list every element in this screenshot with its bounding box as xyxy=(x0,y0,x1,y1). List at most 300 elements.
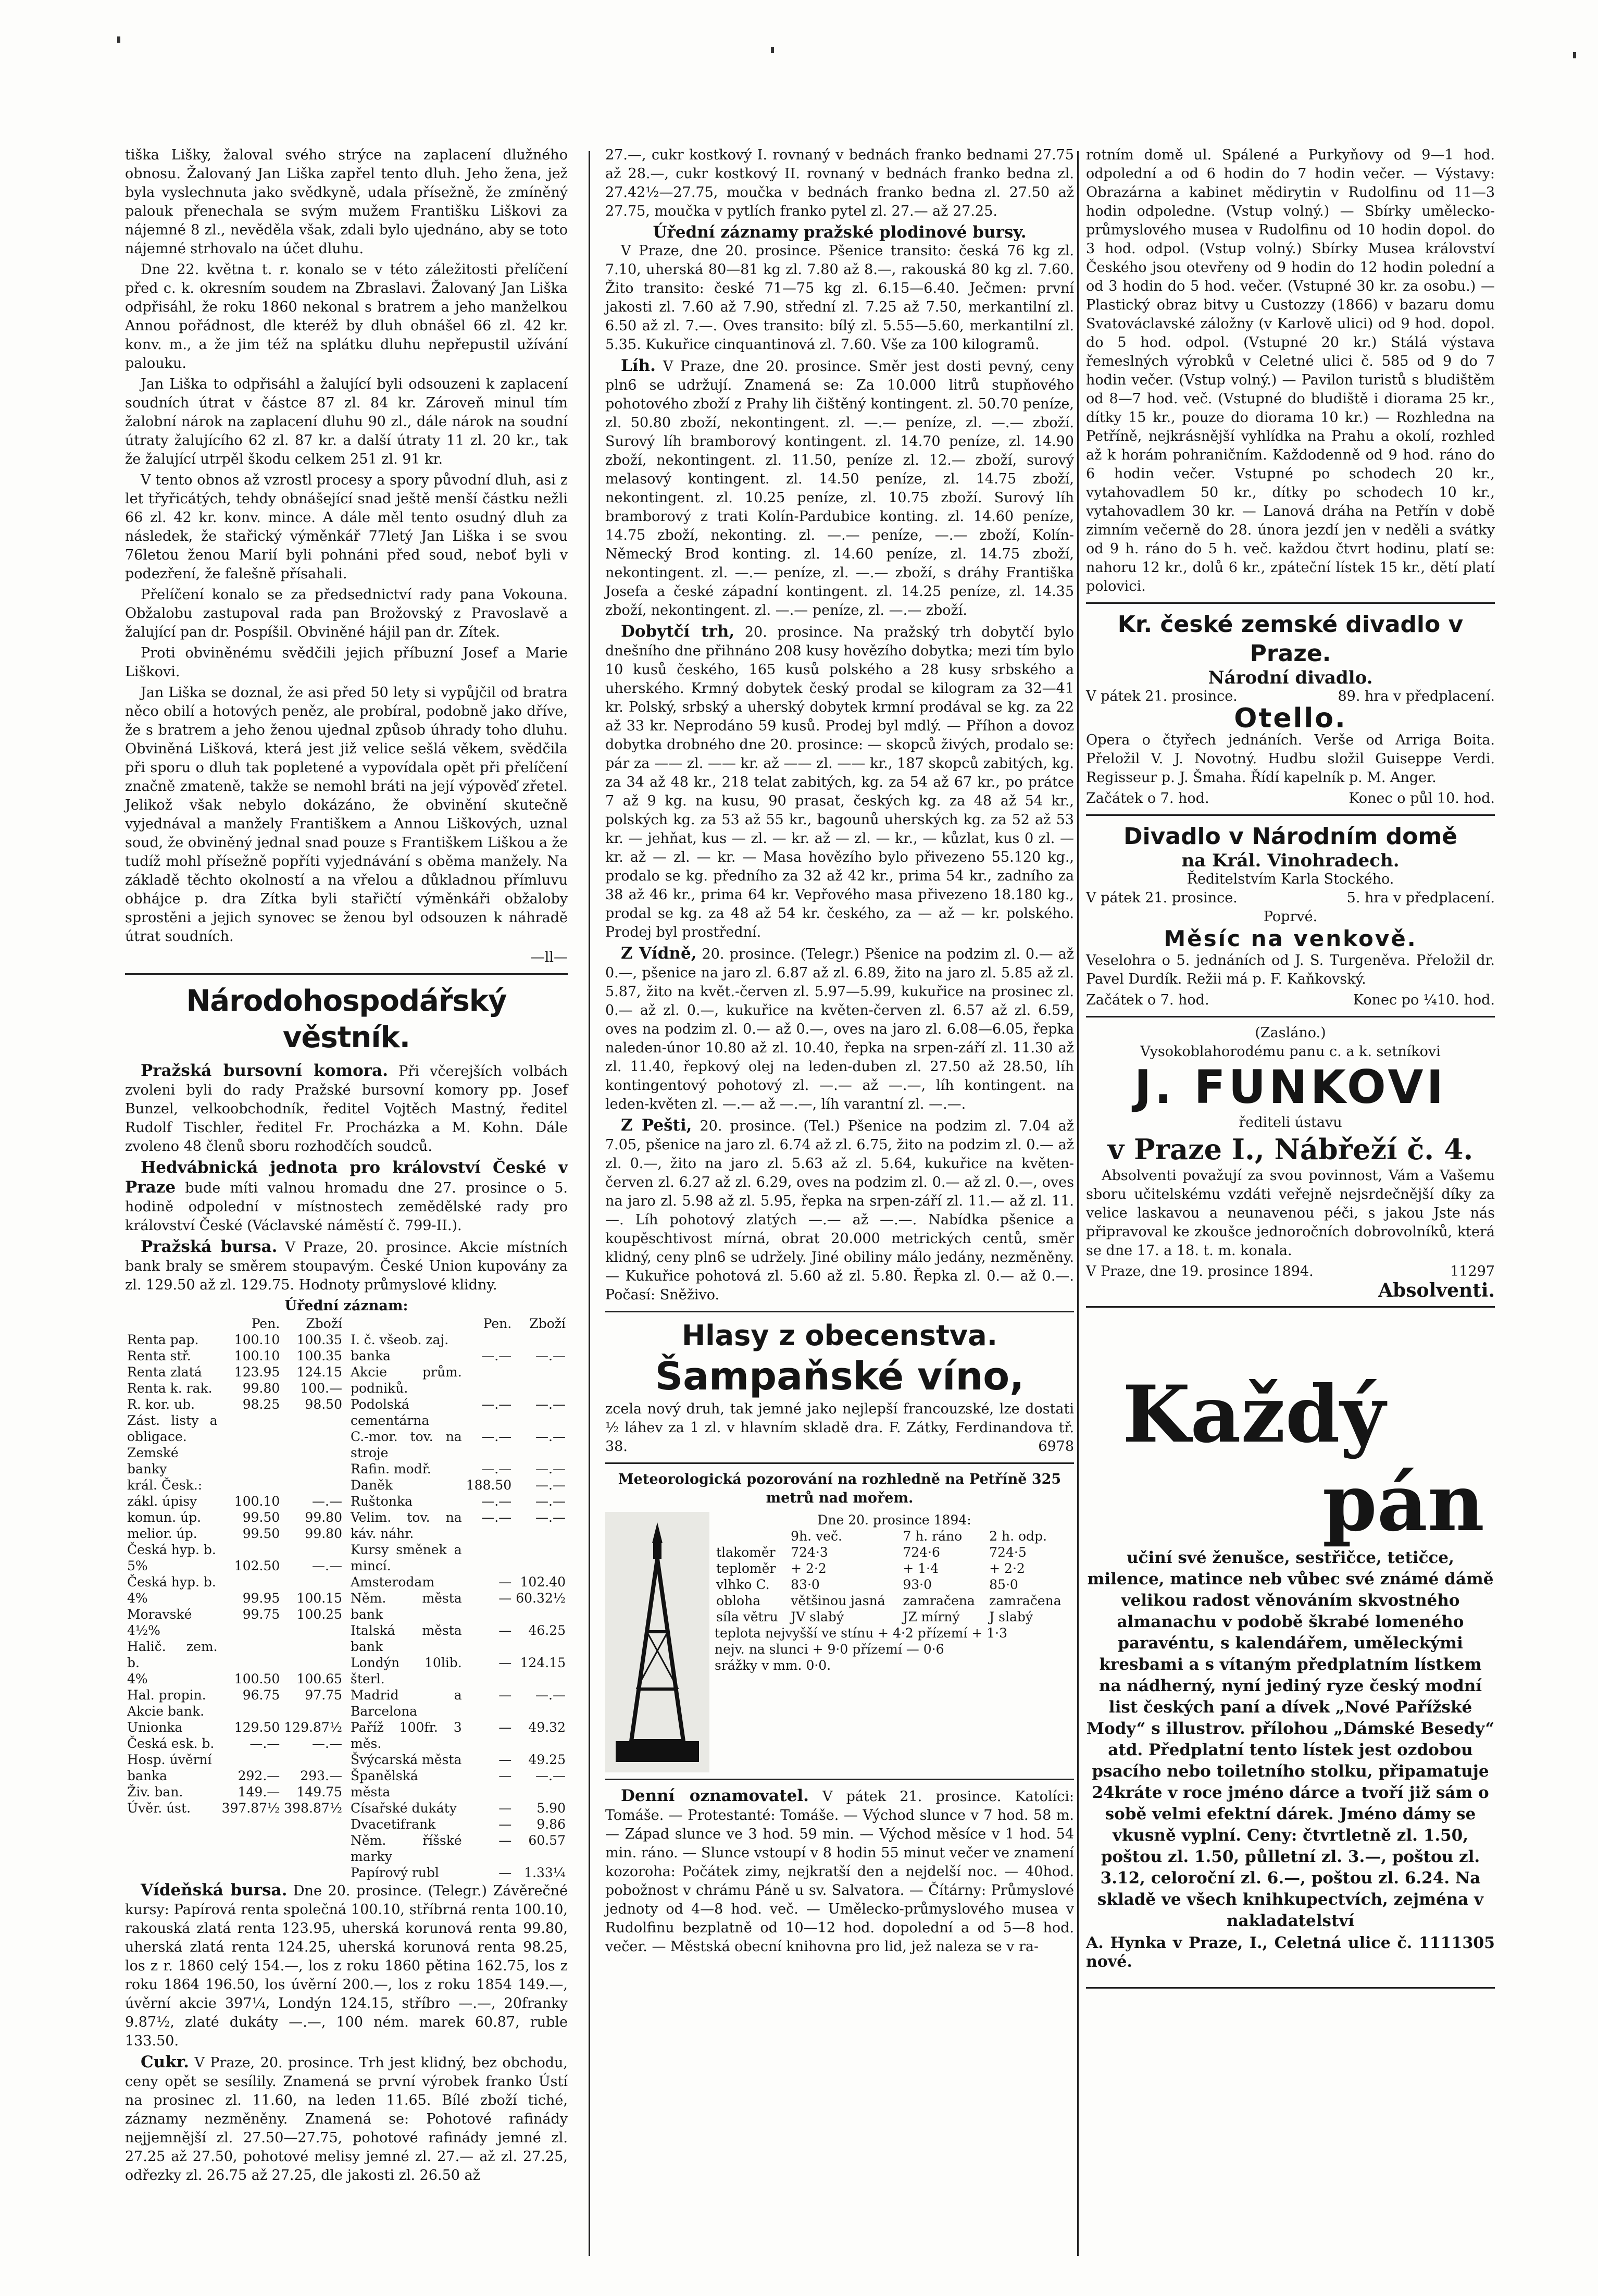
table-cell xyxy=(282,1752,344,1768)
table-cell: 1.33¼ xyxy=(524,1865,566,1880)
cukr-heading: Cukr. xyxy=(141,2053,189,2071)
table-cell: —.— xyxy=(535,1768,566,1783)
table-cell: — xyxy=(498,1623,512,1638)
table-row xyxy=(348,1429,568,1461)
table-row xyxy=(125,1719,344,1735)
table-cell: — xyxy=(498,1833,512,1848)
table-cell: 9.86 xyxy=(536,1817,566,1832)
table-cell: 5% xyxy=(127,1558,148,1573)
ad2-number: 11305 xyxy=(1440,1934,1495,1952)
table-row xyxy=(125,1752,344,1768)
table-cell: Česká esk. b. xyxy=(127,1736,215,1751)
table-cell xyxy=(220,1542,282,1558)
table-row xyxy=(348,1477,568,1493)
table-cell: Akcie bank. xyxy=(127,1704,205,1719)
table-row xyxy=(348,1719,568,1752)
table-cell: Živ. ban. xyxy=(127,1784,183,1799)
table-cell: 100.25 xyxy=(296,1607,342,1622)
table-cell: + 1·4 xyxy=(903,1561,939,1576)
table-cell xyxy=(282,1574,344,1590)
meteo-block xyxy=(605,1512,1074,1772)
table-row xyxy=(125,1671,344,1687)
table-cell xyxy=(282,1477,344,1493)
table-row xyxy=(125,1445,344,1477)
table-cell: —.— xyxy=(481,1461,512,1476)
cukr-text: V Praze, 20. prosince. Trh jest klidný, bez obchodu, ceny opět se sesílily. Znamená se první výrobek franko Ústí na prosinec zl. 11.60, na leden 11.65. Bílé zboží tiché, záznamy nezměněny. Znamená se: Pohotové rafinády nejjemnější zl. 27.50—27.75, pohotové rafinády jemné zl. 27.25 až 27.50, pohotové melisy jemné zl. 27.— až zl. 27.25, odřezky zl. 26.75 až 27.25, dle jakosti zl. 26.50 až xyxy=(125,2055,568,2183)
divider xyxy=(605,1462,1074,1464)
newspaper-page xyxy=(21,16,1578,2282)
table-cell: —.— xyxy=(481,1429,512,1444)
quotes-tables xyxy=(125,1315,568,1881)
table-row xyxy=(348,1687,568,1719)
table-row xyxy=(125,1509,344,1525)
table-cell: — xyxy=(498,1687,512,1703)
table-row xyxy=(125,1348,344,1364)
table-cell: 124.15 xyxy=(520,1655,566,1670)
table-cell: —.— xyxy=(535,1494,566,1509)
table-cell: 49.25 xyxy=(528,1752,566,1767)
table-row xyxy=(348,1622,568,1655)
scan-mark xyxy=(1573,52,1576,58)
oznam-heading: Denní oznamovatel. xyxy=(621,1786,809,1805)
table-cell xyxy=(282,1639,344,1671)
table-row xyxy=(715,1577,1074,1593)
table-cell: 99.80 xyxy=(305,1526,342,1541)
theatre-1-day: V pátek 21. prosince. xyxy=(1086,688,1238,704)
table-cell xyxy=(220,1639,282,1671)
meteo-extra: nejv. na slunci + 9·0 přízemí — 0·6 xyxy=(715,1642,944,1657)
divider xyxy=(1086,1016,1495,1017)
table-row xyxy=(715,1593,1074,1609)
table-row xyxy=(125,1800,344,1816)
viden-heading: Z Vídně, xyxy=(621,944,697,963)
story-paragraph: Dne 22. května t. r. konalo se v této záležitosti přelíčení před c. k. okresním soudem na Zbraslavi. Žalovaný Jan Liška odpřisáhl, že roku 1860 nekonal s bratrem a jeho manželkou Annou pořádnost, dle kteréž by dluh obnášel 66 zl. 42 kr. konv. m., a že jim též na splátku dluhu nepřepustil užívání palouku. xyxy=(125,262,568,371)
table-cell: 5.90 xyxy=(536,1801,566,1816)
table-cell: Papírový rubl xyxy=(351,1865,439,1880)
table-row xyxy=(125,1703,344,1719)
table-cell: Rafin. modř. xyxy=(351,1461,431,1476)
wine-ad-text: zcela nový druh, tak jemné jako nejlepší francouzské, lze dostati ½ láhev za 1 zl. v hlavním skladě dra. F. Zátky, Ferdinandova tř. 38. xyxy=(605,1401,1074,1455)
table-cell xyxy=(464,1332,514,1348)
table-cell: 93·0 xyxy=(903,1577,932,1592)
table-cell: 100.10 xyxy=(234,1348,280,1363)
wine-ad-number: 6978 xyxy=(1038,1438,1074,1455)
theatre-2-heading: Divadlo v Národním domě xyxy=(1123,823,1458,850)
table-cell: — xyxy=(498,1865,512,1880)
table-cell: většinou jasná xyxy=(791,1593,885,1608)
theatre-2-subheading: na Král. Vinohradech. xyxy=(1181,850,1400,871)
table-cell xyxy=(220,1445,282,1477)
ad2-title-line1: Každý xyxy=(1122,1369,1385,1460)
table-cell: vlhko C. xyxy=(716,1577,770,1592)
table-row xyxy=(125,1735,344,1752)
table-cell: —.— xyxy=(535,1478,566,1493)
table-row xyxy=(348,1800,568,1816)
lih-text: V Praze, dne 20. prosince. Směr jest dosti pevný, ceny pln6 se udržují. Znamená se: Za 10.000 litrů stupňového pohotového zboží z Prahy lih čištěný kontingent. zl. 50.70 peníze, zl. 50.80 zboží, nekontingent. zl. —.— peníze, zl. —.— zboží. Surový líh bramborový kontingent. zl. 14.70 peníze, zl. 14.90 zboží, nekontingent. zl. 11.50, peníze zl. 12.— zboží, surový melasový kontingent. zl. 14.50 peníze, zl. 14.75 zboží, nekontingent. zl. 10.25 peníze, zl. 10.75 zboží. Surový líh bramborový z trati Kolín-Pardubice konting. zl. 14.60 peníze, 14.75 zboží, nekonting. zl. —.— peníze, —.— zboží, Kolín-Německý Brod konting. zl. 14.60 peníze, zl. 14.75 zboží, nekontingent. zl. —.— peníze, zl. —.— zboží, s dráhy Františka Josefa a české západní kontingent. zl. 14.25 peníze, zl. 14.35 zboží, nekontingent. zl. —.— peníze, zl. —.— zboží. xyxy=(605,358,1074,618)
meteo-extra: teplota nejvyšší ve stínu + 4·2 přízemí + 1·3 xyxy=(715,1625,1007,1641)
table-row xyxy=(125,1574,344,1590)
table-cell: —.— xyxy=(535,1687,566,1703)
table-header xyxy=(348,1315,568,1332)
col-head: Pen. xyxy=(251,1316,280,1331)
column-3 xyxy=(1086,146,1495,1995)
table-cell: —.— xyxy=(481,1397,512,1412)
table-cell: Kursy směnek a mincí. xyxy=(351,1542,462,1573)
table-row xyxy=(125,1768,344,1784)
plodiny-heading: Úřední záznamy pražské plodinové bursy. xyxy=(653,223,1027,242)
table-row xyxy=(125,1590,344,1606)
table-cell: — xyxy=(498,1591,512,1606)
table-cell: Zást. listy a obligace. xyxy=(127,1413,218,1444)
table-cell: Španělská města xyxy=(351,1768,418,1799)
zaslano-label: (Zasláno.) xyxy=(1255,1025,1326,1041)
table-row xyxy=(125,1396,344,1412)
table-cell: Podolská cementárna xyxy=(351,1397,430,1428)
table-cell: teploměr xyxy=(716,1561,776,1576)
divider xyxy=(605,1311,1074,1312)
ad1-name: J. FUNKOVI xyxy=(1134,1060,1447,1114)
table-cell: 100.— xyxy=(300,1381,342,1396)
wine-ad-title: Šampaňské víno, xyxy=(655,1354,1025,1399)
official-heading: Úřední záznam: xyxy=(284,1298,408,1314)
divider xyxy=(125,973,568,975)
table-cell xyxy=(282,1412,344,1445)
table-cell: — xyxy=(498,1817,512,1832)
videnska-heading: Vídeňská bursa. xyxy=(141,1881,288,1900)
table-cell: 99.50 xyxy=(242,1526,280,1541)
table-cell: Něm. města bank xyxy=(351,1591,462,1622)
table-cell xyxy=(464,1364,514,1396)
table-cell: — xyxy=(498,1574,512,1590)
table-cell: 123.95 xyxy=(234,1364,280,1380)
table-cell: —.— xyxy=(535,1429,566,1444)
table-cell: 60.32½ xyxy=(516,1591,566,1606)
table-row xyxy=(715,1609,1074,1625)
meteo-extra: srážky v mm. 0·0. xyxy=(715,1658,831,1673)
table-cell: komun. úp. xyxy=(127,1510,202,1525)
ad2-text: učiní své ženušce, sestřičce, tetičce, milence, matince neb vůbec své známé dámě velikou radost věnováním skvostného almanachu v podobě škrabé lomeného paravéntu, s kalendářem, uměleckými kresbami a s vítaným předplatním lístkem na nádherný, nyní jediný ryze český modní list českých paní a dívek „Nové Pařížské Mody“ s illustrov. přílohou „Dámské Besedy“ atd. Předplatní tento lístek jest ozdobou psacího nebo toiletního stolku, připamatuje 24kráte v roce jméno dárce a tvoří již sám o sobě velmi efektní dárek. Jméno dámy se vkusně vyplní. Ceny: čtvrtletně zl. 1.50, poštou zl. 1.50, půlletní zl. 3.—, poštou zl. 3.12, celoroční zl. 6.—, poštou zl. 6.24. Na skladě ve všech knihkupectvích, zejména v nakladatelství xyxy=(1086,1548,1495,1930)
theatre-1-heading: Kr. české zemské divadlo v Praze. xyxy=(1117,611,1464,667)
table-row xyxy=(125,1477,344,1493)
table-cell: 149.75 xyxy=(296,1784,342,1799)
table-cell: 102.50 xyxy=(234,1558,280,1573)
table-row xyxy=(715,1560,1074,1577)
table-cell: Renta pap. xyxy=(127,1332,199,1347)
table-row xyxy=(125,1558,344,1574)
table-cell: 100.10 xyxy=(234,1332,280,1347)
table-cell: 46.25 xyxy=(528,1623,566,1638)
table-cell: 99.95 xyxy=(242,1591,280,1606)
table-row xyxy=(348,1542,568,1574)
table-row xyxy=(125,1364,344,1380)
table-cell: 98.25 xyxy=(242,1397,280,1412)
table-cell xyxy=(220,1703,282,1719)
table-row xyxy=(348,1865,568,1881)
theatre-2-performance: 5. hra v předplacení. xyxy=(1346,890,1495,906)
table-cell: 100.65 xyxy=(296,1671,342,1686)
theatre-1-subheading: Národní divadlo. xyxy=(1208,667,1373,688)
bursa-heading: Pražská bursa. xyxy=(141,1237,278,1256)
table-row xyxy=(348,1590,568,1622)
table-cell xyxy=(514,1542,568,1574)
table-cell: Česká hyp. b. xyxy=(127,1542,216,1557)
table-cell: JV slabý xyxy=(791,1609,844,1624)
table-cell: 129.87½ xyxy=(284,1720,342,1735)
table-row xyxy=(348,1396,568,1429)
plodiny-text: V Praze, dne 20. prosince. Pšenice transito: česká 76 kg zl. 7.10, uherská 80—81 kg zl. 7.80 až 8.—, rakouská 80 kg zl. 7.60. Žito transito: české 71—75 kg zl. 6.15—6.40. Ječmen: první jakosti zl. 7.60 až 7.90, střední zl. 7.25 až 7.50, merkantilní zl. 6.50 až zl. 7.—. Oves transito: bílý zl. 5.55—5.60, merkantilní zl. 5.35. Kukuřice cinquantinová zl. 7.60. Vše za 100 kilogramů. xyxy=(605,243,1074,353)
table-cell: Zemské banky xyxy=(127,1445,179,1476)
table-cell: 100.15 xyxy=(296,1591,342,1606)
table-cell: Moravské 4½% xyxy=(127,1607,192,1638)
story-paragraph: Jan Liška se doznal, že asi před 50 lety si vypůjčil od bratra něco obilí a hotových peněz, ale probíral, podobně jako dříve, že s bratrem a jeho ženou ujednal způsob úhrady toho dluhu. Obviněná Lišková, která jest již velice sešlá věkem, svědčila při sporu o dluh tak popletené a vypovídala opět při přelíčení značně zmateně, takže se nemohl bráti na její výpověď zřetel. Jelikož však nebylo dokázáno, že obvinění skutečně vyjednával a manžely Františkem a Annou Liškových, uznal soud, že obviněný jednal snad pouze s Františkem Liškou a že tudíž mohl přísežně popříti vyjednávání s oběma manžely. Na základě těchto okolností a na vřelou a důkladnou přímluvu obhájce p. dra Zítka byli stařičtí výměnkáři obžaloby sprostěni a jejich synovec se ženou byl odsouzen k náhradě útrat soudních. xyxy=(125,685,568,945)
table-cell: Italská města bank xyxy=(351,1623,462,1654)
table-cell: —.— xyxy=(481,1348,512,1363)
table-row xyxy=(348,1768,568,1800)
theatre-2-end: Konec po ¼10. hod. xyxy=(1353,992,1495,1008)
section-title: Národohospodářský věstník. xyxy=(186,984,507,1054)
table-cell xyxy=(220,1412,282,1445)
story-signature: —ll— xyxy=(530,949,568,965)
cukr-continued: 27.—, cukr kostkový I. rovnaný v bednách franko bednami 27.75 až 28.—, cukr kostkový II. rovnaný v bednách franko bedna zl. 27.42½—27.75, moučka v bednách franko bedna zl. 27.50 až 27.75, moučka v pytlích franko pytel zl. 27.— až 27.25. xyxy=(605,147,1074,219)
jednota-text: bude míti valnou hromadu dne 27. prosince o 5. hodině odpolední v místnostech zemědělské rady pro království České (Václavské náměstí č. 799-II.). xyxy=(125,1180,568,1234)
col-head: Zboží xyxy=(306,1316,342,1331)
oznam-text: V pátek 21. prosince. Katolíci: Tomáše. — Protestanté: Tomáše. — Východ slunce v 7 hod. 58 m. — Západ slunce ve 3 hod. 59 min. — Východ měsíce v 1 hod. 54 min. ráno. — Slunce vstoupí v 8 hodin 55 minut večer ve znamení kozoroha: Počátek zimy, nejkratší den a nejdelší noc. — 40hod. pobožnost v chrámu Páně u sv. Salvatora. — Čítárny: Průmyslové jednoty od 4—8 hod. več. — Umělecko-průmyslového musea v Rudolfinu bezplatně od 10—12 hod. dopolední a od 5—8 hod. večer. — Městská obecní knihovna pro lid, jež naleza se v ra- xyxy=(605,1789,1074,1955)
dobytek-text: 20. prosince. Na pražský trh dobytčí bylo dnešního dne přihnáno 208 kusy hovězího dobytka; mezi tím bylo 10 kusů českého, 165 kusů polského a 28 kusy srbského a uherského. Krmný dobytek český prodal se kilogram za 32—41 kr. Polský, srbský a uherský dobytek krmní prodával se kg. za 22 až 33 kr. Neprodáno 59 kusů. Prodej byl mdlý. — Příhon a dovoz dobytka drobného dne 20. prosince: — skopců živých, prodalo se: pár za —— zl. —— kr. až —— zl. —— kr., 187 skopců zabitých, kg. za 34 až 48 kr., 218 telat zabitých, kg. za 54 až 67 kr., po prátce 7 až 9 kg. na kusu, 90 prasat, českých kg. za 48 až 54 kr., polských kg. za 53 až 55 kr., bagounů uherských kg. za 52 až 53 kr. — jehňat, kus — zl. — kr. až — zl. — kr., — kůzlat, kus 0 zl. — kr. až — zl. — kr. — Masa hovězího bylo přivezeno 55.120 kg., prodalo se kg. předního za 32 až 42 kr., prima 54 kr., zadního za 38 až 46 kr., prima 64 kr. Vepřového masa přivezeno 18.180 kg., prodal se kg. za 48 až 54 kr. českého, za — až — kr. polského. Prodej byl prostřední. xyxy=(605,624,1074,940)
table-cell: zamračena xyxy=(989,1593,1062,1608)
table-cell: 100.35 xyxy=(296,1332,342,1347)
table-cell: Amsterodam xyxy=(351,1574,435,1590)
table-cell: Hosp. úvěrní xyxy=(127,1752,212,1767)
table-cell: Madrid a Barcelona xyxy=(351,1687,462,1719)
table-cell: 83·0 xyxy=(791,1577,820,1592)
table-cell: Česká hyp. b. xyxy=(127,1574,216,1590)
table-cell: Akcie prům. podniků. xyxy=(351,1364,462,1396)
table-cell: 124.15 xyxy=(296,1364,342,1380)
theatre-1-end: Konec o půl 10. hod. xyxy=(1349,790,1495,806)
table-cell xyxy=(282,1542,344,1558)
ad2-block xyxy=(1086,1370,1495,1971)
table-cell: 99.80 xyxy=(305,1510,342,1525)
table-cell: tlakoměr xyxy=(716,1545,776,1560)
table-cell: Ruštonka xyxy=(351,1494,413,1509)
videnska-text: Dne 20. prosince. (Telegr.) Závěrečné kursy: Papírová renta společná 100.10, stříbrná renta 100.10, rakouská zlatá renta 123.95, uherská korunová renta 99.80, uherská zlatá renta 124.25, uherská korunová renta 98.25, los z r. 1860 celý 154.—, los z roku 1860 pětina 162.75, los z roku 1864 196.50, los úvěrní 200.—, los z roku 1854 149.—, úvěrní akcie 397¼, Londýn 124.15, stříbro —.—, 20franky 9.87½, zlaté dukáty —.—, 100 ném. marek 60.87, ruble 133.50. xyxy=(125,1883,568,2049)
col-head xyxy=(348,1315,464,1332)
table-cell: obloha xyxy=(716,1593,761,1608)
divider xyxy=(1086,1987,1495,1989)
divider xyxy=(1086,1306,1495,1308)
column-rule xyxy=(1077,151,1079,2256)
komora-text: Při včerejších volbách zvoleni byli do rady Pražské bursovní komory pp. Josef Bunzel, velkoobchodník, ředitel Vojtěch Mastný, ředitel Rudolf Tischler, ředitel Fr. Procházka a M. Kohn. Dále zvoleno 48 členů sboru rozhodčích soudců. xyxy=(125,1063,568,1155)
theatre-2-director: Ředitelstvím Karla Stockého. xyxy=(1187,871,1394,887)
table-cell: Halič. zem. b. xyxy=(127,1639,218,1670)
table-cell: 102.40 xyxy=(520,1574,566,1590)
table-row xyxy=(125,1784,344,1800)
table-cell: —.— xyxy=(312,1558,342,1573)
quotes-table-left xyxy=(125,1315,344,1881)
table-cell: —.— xyxy=(535,1510,566,1525)
table-row xyxy=(348,1364,568,1396)
table-cell: 129.50 xyxy=(234,1720,280,1735)
story-paragraph: tiška Lišky, žaloval svého strýce na zaplacení dlužného obnosu. Žalovaný Jan Liška zapřel tento dluh. Jeho žena, jež byla vyslechnuta jako svědkyně, udala přísežně, že zmíněný palouk přenechala se svým mužem Františku Liškovi za nájemné 8 zl., nevěděla však, zdali bylo ujednáno, aby se toto nájemné strhovalo na účet dluhu. xyxy=(125,147,568,257)
table-header xyxy=(715,1528,1074,1544)
col-head xyxy=(715,1528,789,1544)
table-cell: —.— xyxy=(535,1461,566,1476)
divider xyxy=(1086,814,1495,816)
dobytek-heading: Dobytčí trh, xyxy=(621,622,735,641)
table-row xyxy=(348,1493,568,1509)
table-cell: Renta k. rak. xyxy=(127,1381,213,1396)
jednota-heading: Hedvábnická jednota pro království České v Praze xyxy=(125,1158,568,1197)
lih-heading: Líh. xyxy=(621,356,656,375)
table-row xyxy=(348,1832,568,1865)
table-cell: Císařské dukáty xyxy=(351,1801,457,1816)
table-cell: 4% xyxy=(127,1591,148,1606)
table-cell: Švýcarská města xyxy=(351,1752,462,1767)
table-cell xyxy=(282,1445,344,1477)
story-paragraph: Přelíčení konalo se za předsednictví rady pana Vokouna. Obžalobu zastupoval rada pan Brožovský z Pravoslavě a žalující pan dr. Pospíšil. Obviněné hájil pan dr. Zítek. xyxy=(125,587,568,640)
table-cell: — xyxy=(498,1752,512,1767)
table-cell: R. kor. ub. xyxy=(127,1397,195,1412)
viden-text: 20. prosince. (Telegr.) Pšenice na podzim zl. 0.— až 0.—, pšenice na jaro zl. 6.87 až zl. 6.89, žito na jaro zl. 5.85 až zl. 5.87, žito na květ.-červen zl. 5.97—5.99, kukuřice na prosinec zl. 0.— až zl. 0.—, kukuřice na květen-červen zl. 6.57 až zl. 6.59, oves na podzim zl. 0.— až 0.—, oves na jaro zl. 6.08—6.05, řepka naleden-únor 10.80 až zl. 10.40, řepka na srpen-září zl. 11.30 až zl. 11.40, řepkový olej na leden-duben zl. 27.50 až 28.50, líh kontingentový pohotový zl. —.— až —.—, líh kontingent. na leden-květen zl. —.— až —.—, líh varantní zl. —.—. xyxy=(605,946,1075,1112)
table-row xyxy=(348,1348,568,1364)
table-cell: 85·0 xyxy=(989,1577,1018,1592)
table-cell: Unionka xyxy=(127,1720,183,1735)
table-row xyxy=(125,1606,344,1639)
col-head: Zboží xyxy=(529,1316,566,1331)
col-head: 2 h. odp. xyxy=(989,1529,1047,1544)
ad2-publisher: A. Hynka v Praze, I., Celetná ulice č. 11 nové. xyxy=(1086,1934,1441,1971)
table-cell: 99.50 xyxy=(242,1510,280,1525)
table-cell: —.— xyxy=(481,1510,512,1525)
table-cell: C.-mor. tov. na stroje xyxy=(351,1429,462,1460)
table-cell: banka xyxy=(351,1348,391,1363)
pest-text: 20. prosince. (Tel.) Pšenice na podzim zl. 7.04 až 7.05, pšenice na jaro zl. 6.74 až zl. 6.75, žito na podzim zl. 0.— až zl. 0.—, žito na jaro zl. 5.63 až zl. 5.64, kukuřice na květen-červen zl. 6.27 až zl. 6.29, oves na podzim zl. 0.— až zl. 0.—, oves na jaro zl. 5.98 až zl. 5.95, řepka na srpen-září zl. 11.— až zl. 11.—. Líh pohotový zlatých —.— až —.—. Nabídka pšenice a koupěschtivost mírná, obrat 20.000 metrických centů, směr klidný, ceny pln6 se udržely. Jiné obiliny málo jedány, nezměněny. — Kukuřice pohotová zl. 5.60 až zl. 5.80. Řepka zl. 0.— až 0.—. Počasí: Sněživo. xyxy=(605,1118,1074,1303)
table-cell: Renta zlatá xyxy=(127,1364,202,1380)
scan-mark xyxy=(771,47,774,53)
table-row xyxy=(348,1509,568,1542)
table-row xyxy=(348,1752,568,1768)
table-cell: 149.— xyxy=(238,1784,280,1799)
table-cell: Londýn 10lib. šterl. xyxy=(351,1655,462,1686)
table-cell: —.— xyxy=(249,1736,280,1751)
theatre-2-text: Veselohra o 5. jednáních od J. S. Turgeněva. Přeložil dr. Pavel Durdík. Režii má p. F. Kaňkovský. xyxy=(1086,952,1495,987)
table-cell: — xyxy=(498,1720,512,1735)
col-head: Pen. xyxy=(483,1316,512,1331)
theatre-1-start: Začátek o 7. hod. xyxy=(1086,790,1209,806)
table-cell xyxy=(220,1574,282,1590)
theatre-1-performance: 89. hra v předplacení. xyxy=(1338,688,1495,704)
table-cell: + 2·2 xyxy=(791,1561,827,1576)
meteo-date: Dne 20. prosince 1894: xyxy=(817,1512,971,1528)
table-cell: 99.80 xyxy=(242,1381,280,1396)
table-header xyxy=(125,1315,344,1332)
oznam-continued: rotním domě ul. Spálené a Purkyňovy od 9—1 hod. odpolední a od 6 hodin do 7 hodin večer. — Výstavy: Obrazárna a kabinet mědirytin v Rudolfinu od 11—3 hodin odpoledne. (Vstup volný.) — Sbírky umělecko-průmyslového musea v Rudolfinu od 10 hodin dopol. do 3 hod. odpol. (Vstup volný.) Sbírky Musea království Českého jsou otevřeny od 9 hodin do 12 hodin polední a od 3 hodin do 5 hod. večer. (Vstupné 30 kr. za osobu.) — Plastický obraz bitvy u Custozzy (1866) v bazaru domu Svatováclavské záložny (v Karlově ulici) od 9 hod. dopol. do 5 hod. odpol. (Vstupné 20 kr.) Stálá výstava řemeslných výrobků v Celetné ulici č. 585 od 9 do 7 hodin večer. (Vstup volný.) — Pavilon turistů s bludištěm od 8—7 hod. več. (Vstupné do bludiště i diorama 25 kr., dítky 15 kr., pouze do diorama 10 kr.) — Rozhledna na Petříně, nejkrásnější vyhlídka na Prahu a okolí, rozhled až k horám pohraničním. Každodenně od 9 hod. ráno do 6 hodin večer. Vstupné po schodech 20 kr., vytahovadlem 50 kr., dítky po schodech 10 kr., vytahovadlem 30 kr. — Lanová dráha na Petřín v době zimním večerně do 28. února jezdí jen v neděli a svátky od 9 h. ráno do 5 h. več. každou čtvrt hodinu, platí se: nahoru 12 kr., dolů 6 kr., zpáteční lístek 15 kr., dětí platí polovici. xyxy=(1086,147,1495,594)
theatre-2-play: Měsíc na venkově. xyxy=(1164,926,1417,951)
table-cell: 188.50 xyxy=(466,1478,512,1493)
scan-mark xyxy=(117,36,120,43)
table-cell: zamračena xyxy=(903,1593,975,1608)
table-cell xyxy=(514,1332,568,1348)
table-cell: —.— xyxy=(312,1736,342,1751)
story-paragraph: Proti obviněnému svědčili jejich příbuzní Josef a Marie Liškovi. xyxy=(125,645,568,680)
table-cell: melior. úp. xyxy=(127,1526,197,1541)
table-row xyxy=(348,1816,568,1832)
table-row xyxy=(125,1332,344,1348)
table-cell: —.— xyxy=(535,1397,566,1412)
table-cell: — xyxy=(498,1768,512,1783)
table-cell: Úvěr. úst. xyxy=(127,1801,191,1816)
table-cell: —.— xyxy=(312,1494,342,1509)
table-row xyxy=(125,1687,344,1703)
ad1-number: 11297 xyxy=(1450,1263,1495,1280)
table-cell: 4% xyxy=(127,1671,148,1686)
table-row xyxy=(715,1544,1074,1560)
komora-heading: Pražská bursovní komora. xyxy=(141,1061,389,1080)
table-cell: síla větru xyxy=(716,1609,778,1624)
table-row xyxy=(348,1655,568,1687)
col-head xyxy=(125,1315,220,1332)
pest-heading: Z Pešti, xyxy=(621,1116,692,1135)
table-cell: 49.32 xyxy=(528,1720,566,1735)
table-cell: 97.75 xyxy=(305,1687,342,1703)
table-row xyxy=(125,1412,344,1445)
table-row xyxy=(125,1639,344,1671)
story-paragraph: Jan Liška to odpřisáhl a žalující byli odsouzeni k zaplacení soudních útrat v částce 87 zl. 84 kr. Zároveň minul tím žalobní nárok na zaplacení dluhu 90 zl., dále nárok na soudní útraty žalujícího 62 zl. 87 kr. a další útraty 11 zl. 20 kr., tak že žalující utrpěl škodu celkem 251 zl. 91 kr. xyxy=(125,376,568,467)
table-row xyxy=(125,1525,344,1542)
col-head: 9h. več. xyxy=(791,1529,842,1544)
table-cell: — xyxy=(498,1801,512,1816)
table-cell: 98.50 xyxy=(305,1397,342,1412)
table-cell: Dvacetifrank xyxy=(351,1817,436,1832)
table-cell: 724·3 xyxy=(791,1545,828,1560)
table-cell: král. Česk.: xyxy=(127,1478,203,1493)
hlasy-heading: Hlasy z obecenstva. xyxy=(681,1319,998,1352)
bursa-text: V Praze, 20. prosince. Akcie místních bank braly se směrem stoupavým. České Union kupovány za zl. 129.50 až zl. 129.75. Hodnoty průmyslové klidny. xyxy=(125,1239,568,1293)
table-cell: Paříž 100fr. 3 měs. xyxy=(351,1720,462,1751)
column-rule xyxy=(589,151,590,2256)
story-paragraph: V tento obnos až vzrostl procesy a spory původní dluh, asi z let třyřicátých, tehdy obnášející snad ještě menší částku nežli 66 zl. 42 kr. konv. mince. A dále měl tento osudný dluh za následek, že stařický výměnkář 77letý Jan Liška i se svou 76letou ženou Marií byli pohnáni před soud, neboť byli v podezření, že falešně přísahali. xyxy=(125,472,568,582)
meteo-table-wrap xyxy=(715,1512,1074,1772)
ad1-text: Absolventi považují za svou povinnost, Vám a Vašemu sboru učitelskému vzdáti veřejně nejsrdečnější díky za velice laskavou a neunavenou péči, s jakou Jste nás připravoval ke zkoušce jednoročních dobrovolníků, která se dne 17. a 18. t. m. konala. xyxy=(1086,1168,1495,1259)
table-row xyxy=(125,1542,344,1558)
ad1-address: v Praze I., Nábřeží č. 4. xyxy=(1107,1133,1474,1166)
table-cell: 100.35 xyxy=(296,1348,342,1363)
col-head: 7 h. ráno xyxy=(903,1529,963,1544)
table-cell: Renta stř. xyxy=(127,1348,191,1363)
table-cell: Něm. říšské marky xyxy=(351,1833,462,1864)
meteo-heading: Meteorologická pozorování na rozhledně na Petříně 325 metrů nad mořem. xyxy=(618,1471,1062,1506)
ad1-role: řediteli ústavu xyxy=(1239,1114,1342,1131)
column-1 xyxy=(125,146,568,2187)
theatre-2-start: Začátek o 7. hod. xyxy=(1086,992,1209,1008)
table-cell: Hal. propin. xyxy=(127,1687,206,1703)
table-cell: 293.— xyxy=(300,1768,342,1783)
table-cell: 100.50 xyxy=(234,1671,280,1686)
table-cell xyxy=(220,1477,282,1493)
theatre-2-day: V pátek 21. prosince. xyxy=(1086,890,1238,906)
divider xyxy=(1086,602,1495,604)
column-2 xyxy=(605,146,1074,1958)
table-cell: 398.87½ xyxy=(284,1801,342,1816)
table-cell: J slabý xyxy=(989,1609,1033,1624)
table-row xyxy=(348,1332,568,1348)
table-cell: — xyxy=(498,1655,512,1670)
ad1-date: V Praze, dne 19. prosince 1894. xyxy=(1086,1263,1314,1280)
table-cell xyxy=(220,1752,282,1768)
table-cell: —.— xyxy=(481,1494,512,1509)
table-cell: 724·6 xyxy=(903,1545,940,1560)
table-cell: —.— xyxy=(535,1348,566,1363)
